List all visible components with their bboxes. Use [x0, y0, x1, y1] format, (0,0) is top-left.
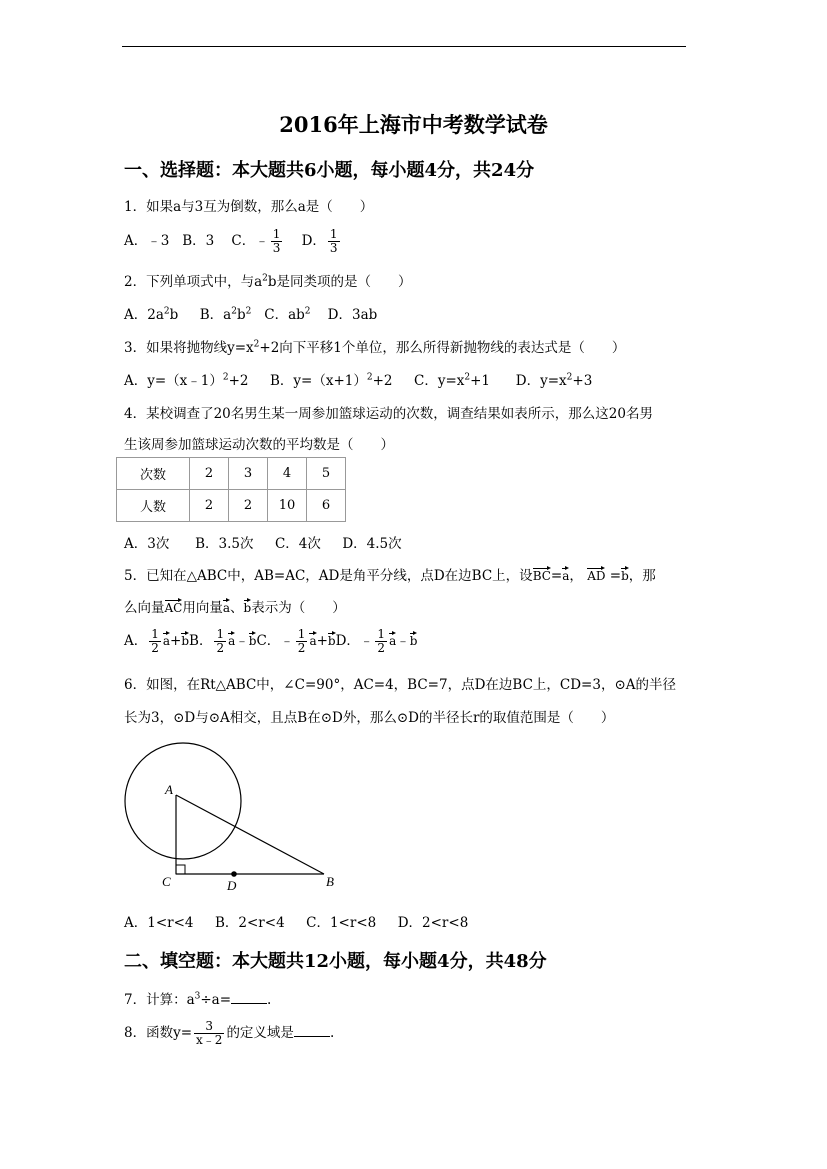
q3-stem: 3．如果将抛物线$y=x^2+2$向下平移1个单位，那么所得新抛物线的表达式是（ ） [124, 339, 626, 356]
table-cell: 4 [268, 458, 307, 490]
q4-options [124, 532, 402, 552]
q5-option-c: C．﹣ [256, 633, 294, 649]
table-cell: 10 [268, 490, 307, 522]
q3-option-d: D．$y=x^2+3$ [515, 372, 593, 389]
q1-option-a: A．﹣3 [124, 233, 170, 249]
vector-a: a [562, 566, 569, 583]
q5-option-d: D．﹣ [335, 633, 374, 649]
q1-option-c: C．﹣ [231, 233, 269, 249]
q6-option-d: D．2<r<8 [397, 915, 469, 931]
q6-stem-line1: 6．如图，在Rt△ABC中，∠C=90°，AC=4，BC=7，点D在边BC上，CD=3，⊙A的半径 [124, 677, 677, 693]
vector-ad: AD [587, 566, 605, 583]
table-cell: 2 [190, 490, 229, 522]
q2-option-a: A．$2a^2b$ [124, 306, 179, 323]
segment-ab [176, 795, 324, 874]
q5-options: A． $\frac{1}{2}$ a+bB． $\frac{1}{2}$ a﹣bC．﹣ $\frac{1}{2}$ a+bD．﹣ $\frac{1}{2}$ a﹣b [124, 627, 418, 655]
q4-data-table [116, 457, 346, 522]
q8-stem: 8．函数y= $\frac{3}{x﹣2}$ 的定义域是 . [124, 1019, 335, 1047]
q5-option-b: B． [189, 633, 213, 649]
q4-option-a: A．3次 [124, 536, 170, 552]
vector-b: b [244, 598, 252, 615]
table-cell: 6 [307, 490, 346, 522]
q4-stem-line2: 生该周参加篮球运动次数的平均数是（ ） [124, 437, 394, 453]
q1-fraction-c: $\frac{1}{3}$ [272, 227, 281, 255]
table-cell: 2 [229, 490, 268, 522]
vector-b: b [621, 566, 629, 583]
q1-option-b: B．3 [182, 233, 215, 249]
section-heading-2: 二、填空题：本大题共12小题，每小题4分，共48分 [124, 951, 547, 972]
q2-options [124, 303, 377, 323]
vector-bc: BC [533, 566, 551, 583]
label-c: C [162, 874, 171, 889]
q4-option-d: D．4.5次 [342, 536, 402, 552]
q5-option-a: A． [124, 633, 148, 649]
q7-stem: 7．计算：$a^3\div a=$ . [124, 991, 272, 1008]
fraction-half: $\frac{1}{2}$ [151, 627, 159, 655]
q1-fraction-d: $\frac{1}{3}$ [329, 227, 338, 255]
q2-option-d: D．3ab [327, 307, 378, 323]
q4-option-c: C．4次 [274, 536, 321, 552]
q3-options [124, 369, 592, 389]
answer-blank[interactable] [231, 991, 267, 1004]
fraction-half: $\frac{1}{2}$ [377, 627, 386, 655]
q2-stem: 2．下列单项式中，与$a^2b$是同类项的是（ ） [124, 273, 412, 290]
q5-stem-line2: 么向量AC用向量a、b表示为（ ） [124, 600, 346, 616]
q4-option-b: B．3.5次 [195, 536, 254, 552]
table-row [117, 490, 346, 522]
q1-option-d: D． [301, 233, 326, 249]
table-cell: 2 [190, 458, 229, 490]
q3-option-b: B．$y=(x+1)^2+2$ [270, 372, 393, 389]
q3-option-c: C．$y=x^2+1$ [413, 372, 491, 389]
table-cell: 次数 [117, 458, 190, 490]
answer-blank[interactable] [294, 1024, 330, 1037]
q6-option-a: A．1<r<4 [124, 915, 194, 931]
vector-ac: AC [165, 598, 183, 615]
q1-options [124, 228, 342, 255]
label-d: D [227, 878, 237, 893]
q5-stem-line1: 5．已知在△ABC中，AB=AC，AD是角平分线，点D在边BC上，设BC=a， AD =b，那 [124, 568, 656, 584]
label-b: B [326, 874, 334, 889]
table-cell: 5 [307, 458, 346, 490]
q6-option-b: B．2<r<4 [214, 915, 285, 931]
q1-stem: 1．如果a与3互为倒数，那么a是（ ） [124, 199, 374, 215]
table-cell: 3 [229, 458, 268, 490]
section-heading-1: 一、选择题：本大题共6小题，每小题4分，共24分 [124, 160, 535, 181]
table-row [117, 458, 346, 490]
label-a: A [165, 782, 173, 797]
fraction-half: $\frac{1}{2}$ [216, 627, 225, 655]
header-rule [122, 46, 686, 47]
q2-option-b: B．$a^2b^2$ [199, 306, 252, 323]
q2-option-c: C．$ab^2$ [264, 306, 311, 323]
fraction-half: $\frac{1}{2}$ [297, 627, 306, 655]
page-title: 2016年上海市中考数学试卷 [279, 112, 548, 137]
vector-a: a [223, 598, 230, 615]
q3-option-a: A．y=（x﹣1）$^2$+2 [124, 372, 249, 389]
circle-a [125, 743, 241, 859]
q6-option-c: C．1<r<8 [306, 915, 377, 931]
point-d [231, 871, 237, 877]
q6-options [124, 911, 468, 931]
table-cell: 人数 [117, 490, 190, 522]
q8-fraction: $\frac{3}{x﹣2}$ [196, 1019, 223, 1047]
q6-stem-line2: 长为3，⊙D与⊙A相交，且点B在⊙D外，那么⊙D的半径长r的取值范围是（ ） [124, 710, 615, 726]
right-angle-mark [176, 865, 185, 874]
geometry-figure [118, 737, 348, 897]
q4-stem-line1: 4．某校调查了20名男生某一周参加篮球运动的次数，调查结果如表所示，那么这20名男 [124, 406, 653, 422]
